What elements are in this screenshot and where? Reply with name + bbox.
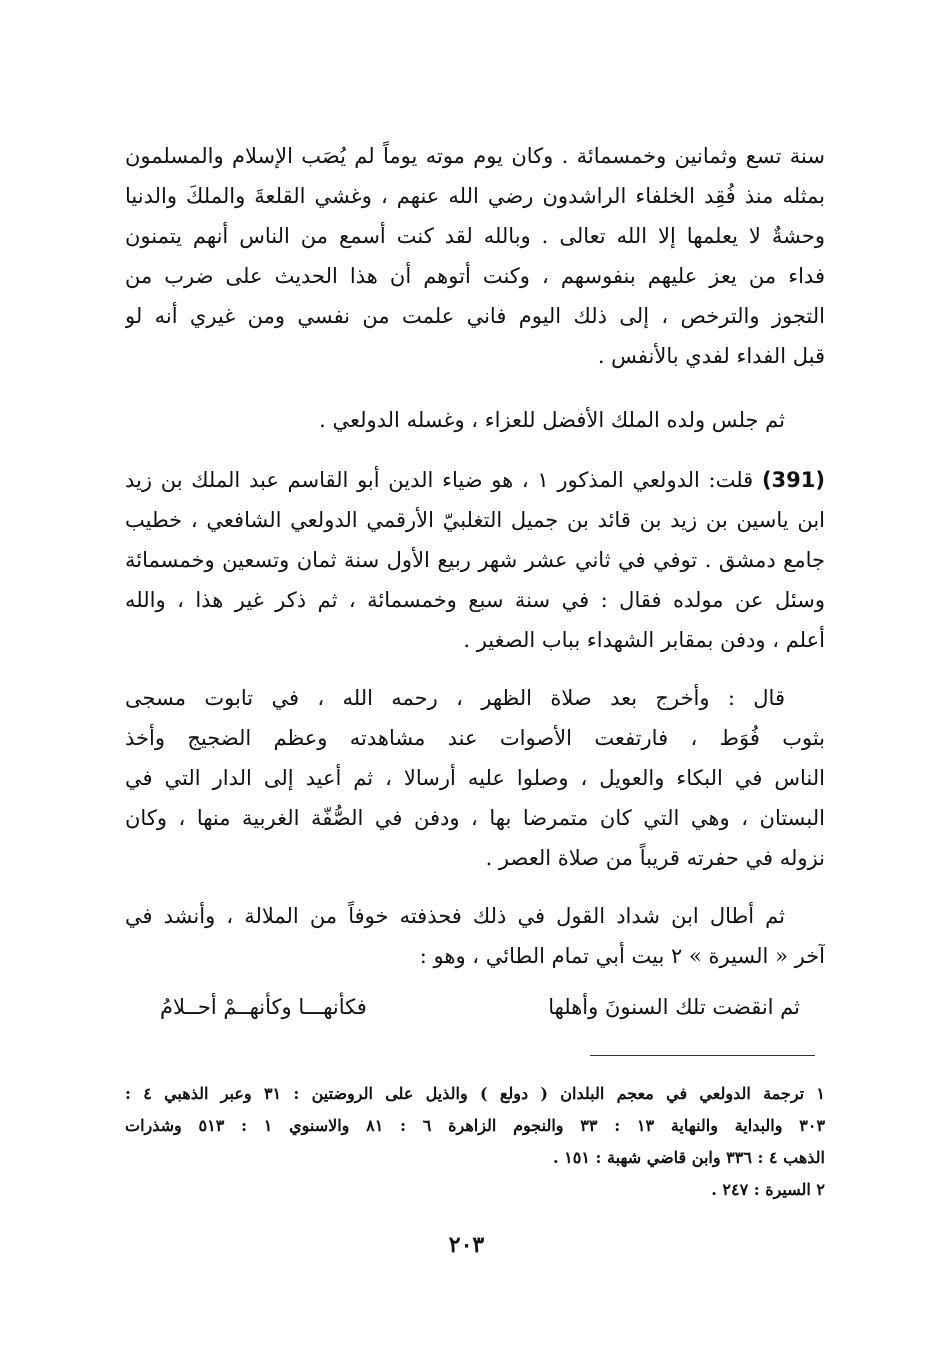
text-line xyxy=(125,460,825,500)
text-line: قال : وأخرج بعد صلاة الظهر ، رحمه الله ، في تابوت مسجى xyxy=(125,686,785,710)
text-line: ثم جلس ولده الملك الأفضل للعزاء ، وغسله الدولعي . xyxy=(319,408,785,432)
text-line: نزوله في حفرته قريباً من صلاة العصر . xyxy=(485,846,825,870)
entry-number: (391) xyxy=(761,468,825,492)
paragraph-5 xyxy=(125,896,825,976)
text-line: ابن ياسين بن زيد بن قائد بن جميل التغلبيّ الأرقمي الدولعي الشافعي ، خطيب xyxy=(125,508,825,532)
text-line: وسئل عن مولده فقال : في سنة سبع وخمسمائة ، ثم ذكر غير هذا ، والله xyxy=(125,588,825,612)
text-line-content: قلت: الدولعي المذكور ١ ، هو ضياء الدين أبو القاسم عبد الملك بن زيد xyxy=(125,468,754,492)
text-line: الناس في البكاء والعويل ، وصلوا عليه أرسالا ، ثم أعيد إلى الدار التي في xyxy=(125,766,825,790)
text-line: قبل الفداء لفدي بالأنفس . xyxy=(597,344,825,368)
text-line: أعلم ، ودفن بمقابر الشهداء بباب الصغير . xyxy=(463,628,825,652)
text-line: ثم أطال ابن شداد القول في ذلك فحذفته خوفاً من الملالة ، وأنشد في xyxy=(125,904,785,928)
text-line: بثوب فُوَط ، فارتفعت الأصوات عند مشاهدته وعظم الضجيج وأخذ xyxy=(125,726,825,750)
page-number: ٢٠٣ xyxy=(448,1232,485,1258)
footnote-divider xyxy=(590,1055,815,1056)
paragraph-2 xyxy=(125,400,825,440)
text-line: آخر « السيرة » ٢ بيت أبي تمام الطائي ، وهو : xyxy=(419,944,825,968)
footnote-line: ٢ السيرة : ٢٤٧ . xyxy=(711,1180,825,1199)
text-line: وحشةٌ لا يعلمها إلا الله تعالى . وبالله لقد كنت أسمع من الناس أنهم يتمنون xyxy=(125,224,825,248)
text-line: جامع دمشق . توفي في ثاني عشر شهر ربيع الأول سنة ثمان وتسعين وخمسمائة xyxy=(125,548,825,572)
text-line: التجوز والترخص ، إلى ذلك اليوم فاني علمت من نفسي ومن غيري أنه لو xyxy=(125,304,825,328)
verse xyxy=(160,987,800,1027)
text-line: فداء من يعز عليهم بنفوسهم ، وكنت أتوهم أن هذا الحديث على ضرب من xyxy=(125,264,825,288)
text-line: سنة تسع وثمانين وخمسمائة . وكان يوم موته يوماً لم يُصَب الإسلام والمسلمون xyxy=(125,144,825,168)
paragraph-1 xyxy=(125,136,825,376)
text-line: البستان ، وهي التي كان متمرضا بها ، ودفن في الصُّفّة الغربية منها ، وكان xyxy=(125,806,825,830)
footnotes xyxy=(125,1078,825,1206)
footnote-line: الذهب ٤ : ٣٣٦ وابن قاضي شهبة : ١٥١ . xyxy=(553,1148,825,1167)
footnote-line: ١ ترجمة الدولعي في معجم البلدان ( دولع ) والذيل على الروضتين : ٣١ وعبر الذهبي ٤ : xyxy=(125,1084,825,1103)
text-line: بمثله منذ فُقِد الخلفاء الراشدون رضي الله عنهم ، وغشي القلعةَ والملكَ والدنيا xyxy=(125,184,825,208)
verse-first-hemistich: ثم انقضت تلك السنونَ وأهلها xyxy=(548,995,800,1019)
paragraph-4 xyxy=(125,678,825,878)
verse-second-hemistich: فكأنهـــا وكأنهــمْ أحــلامُ xyxy=(160,995,367,1019)
footnote-line: ٣٠٣ والبداية والنهاية ١٣ : ٣٣ والنجوم الزاهرة ٦ : ٨١ والاسنوي ١ : ٥١٣ وشذرات xyxy=(125,1116,826,1135)
paragraph-3 xyxy=(125,460,825,660)
